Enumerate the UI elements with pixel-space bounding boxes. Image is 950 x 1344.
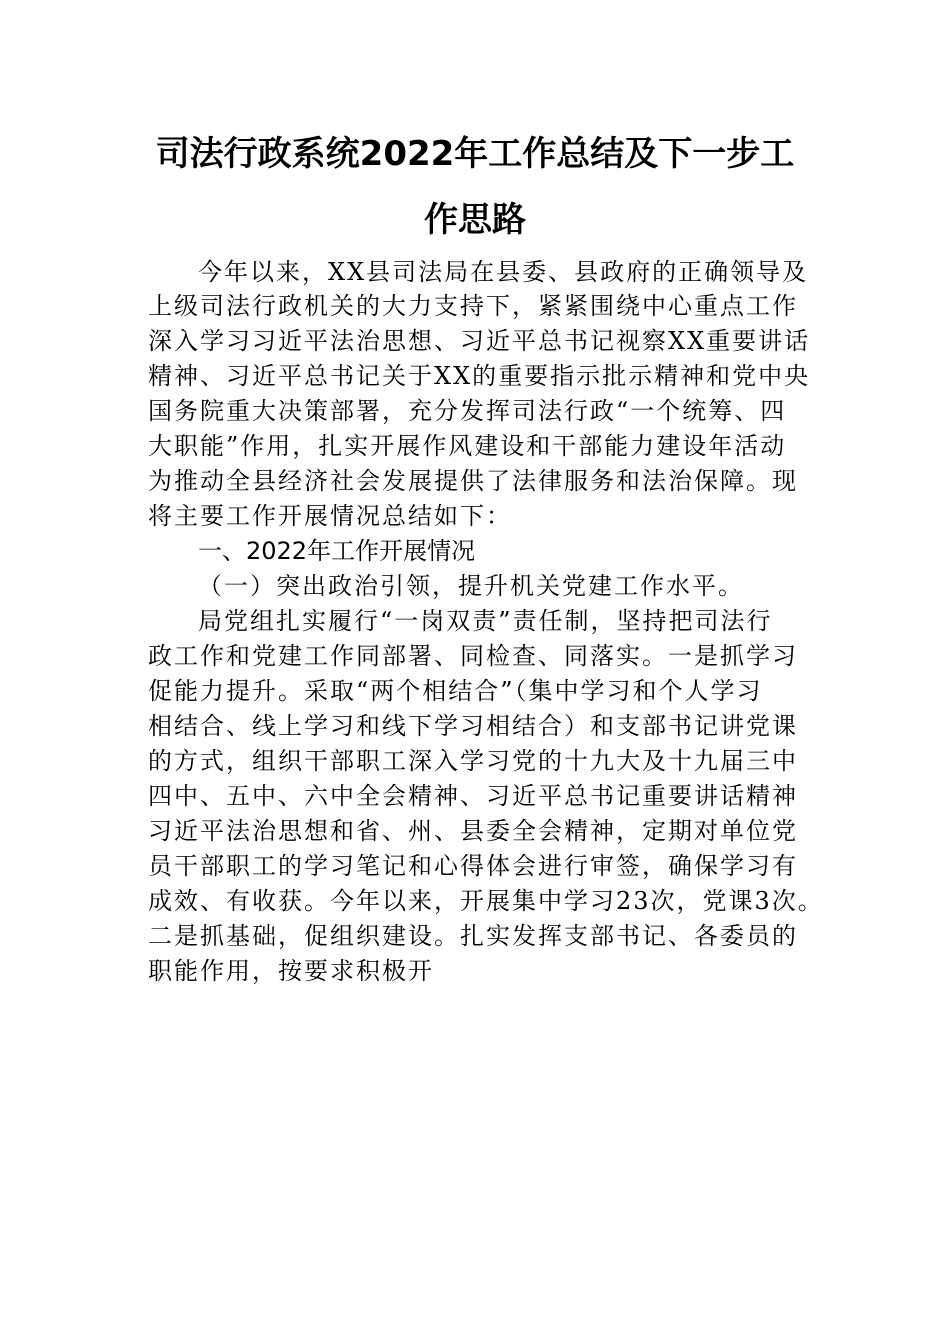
subsection-heading: （一）突出政治引领，提升机关党建工作水平。 [198,572,744,600]
document-title-line-2: 作思路 [424,200,526,240]
intro-paragraph-line: 国务院重大决策部署，充分发挥司法行政“一个统筹、四 [148,397,787,425]
intro-paragraph-line: 上级司法行政机关的大力支持下，紧紧围绕中心重点工作 [148,292,798,320]
body-paragraph-line: 员干部职工的学习笔记和心得体会进行审签，确保学习有 [148,852,798,880]
section-heading: 一、2022年工作开展情况 [198,537,476,565]
document-title-line-1: 司法行政系统2022年工作总结及下一步工 [155,134,795,174]
intro-paragraph-line: 为推动全县经济社会发展提供了法律服务和法治保障。现 [148,467,798,495]
body-paragraph-line: 职能作用，按要求积极开 [148,957,434,985]
intro-paragraph-line: 今年以来，XX县司法局在县委、县政府的正确领导及 [198,258,809,286]
body-paragraph-line: 二是抓基础，促组织建设。扎实发挥支部书记、各委员的 [148,922,798,950]
body-paragraph-line: 局党组扎实履行“一岗双责”责任制，坚持把司法行 [198,607,773,635]
body-paragraph-line: 成效、有收获。今年以来，开展集中学习23次，党课3次。 [148,887,824,915]
body-paragraph-line: 相结合、线上学习和线下学习相结合）和支部书记讲党课 [148,712,798,740]
intro-paragraph-line: 大职能”作用，扎实开展作风建设和干部能力建设年活动 [148,432,787,460]
body-paragraph-line: 习近平法治思想和省、州、县委全会精神，定期对单位党 [148,817,798,845]
intro-paragraph-line: 将主要工作开展情况总结如下： [148,502,512,530]
intro-paragraph-line: 精神、习近平总书记关于XX的重要指示批示精神和党中央 [148,362,811,390]
body-paragraph-line: 促能力提升。采取“两个相结合”（集中学习和个人学习 [148,677,763,705]
body-paragraph-line: 政工作和党建工作同部署、同检查、同落实。一是抓学习 [148,642,798,670]
body-paragraph-line: 的方式，组织干部职工深入学习党的十九大及十九届三中 [148,747,798,775]
intro-paragraph-line: 深入学习习近平法治思想、习近平总书记视察XX重要讲话 [148,327,811,355]
body-paragraph-line: 四中、五中、六中全会精神、习近平总书记重要讲话精神 [148,782,798,810]
